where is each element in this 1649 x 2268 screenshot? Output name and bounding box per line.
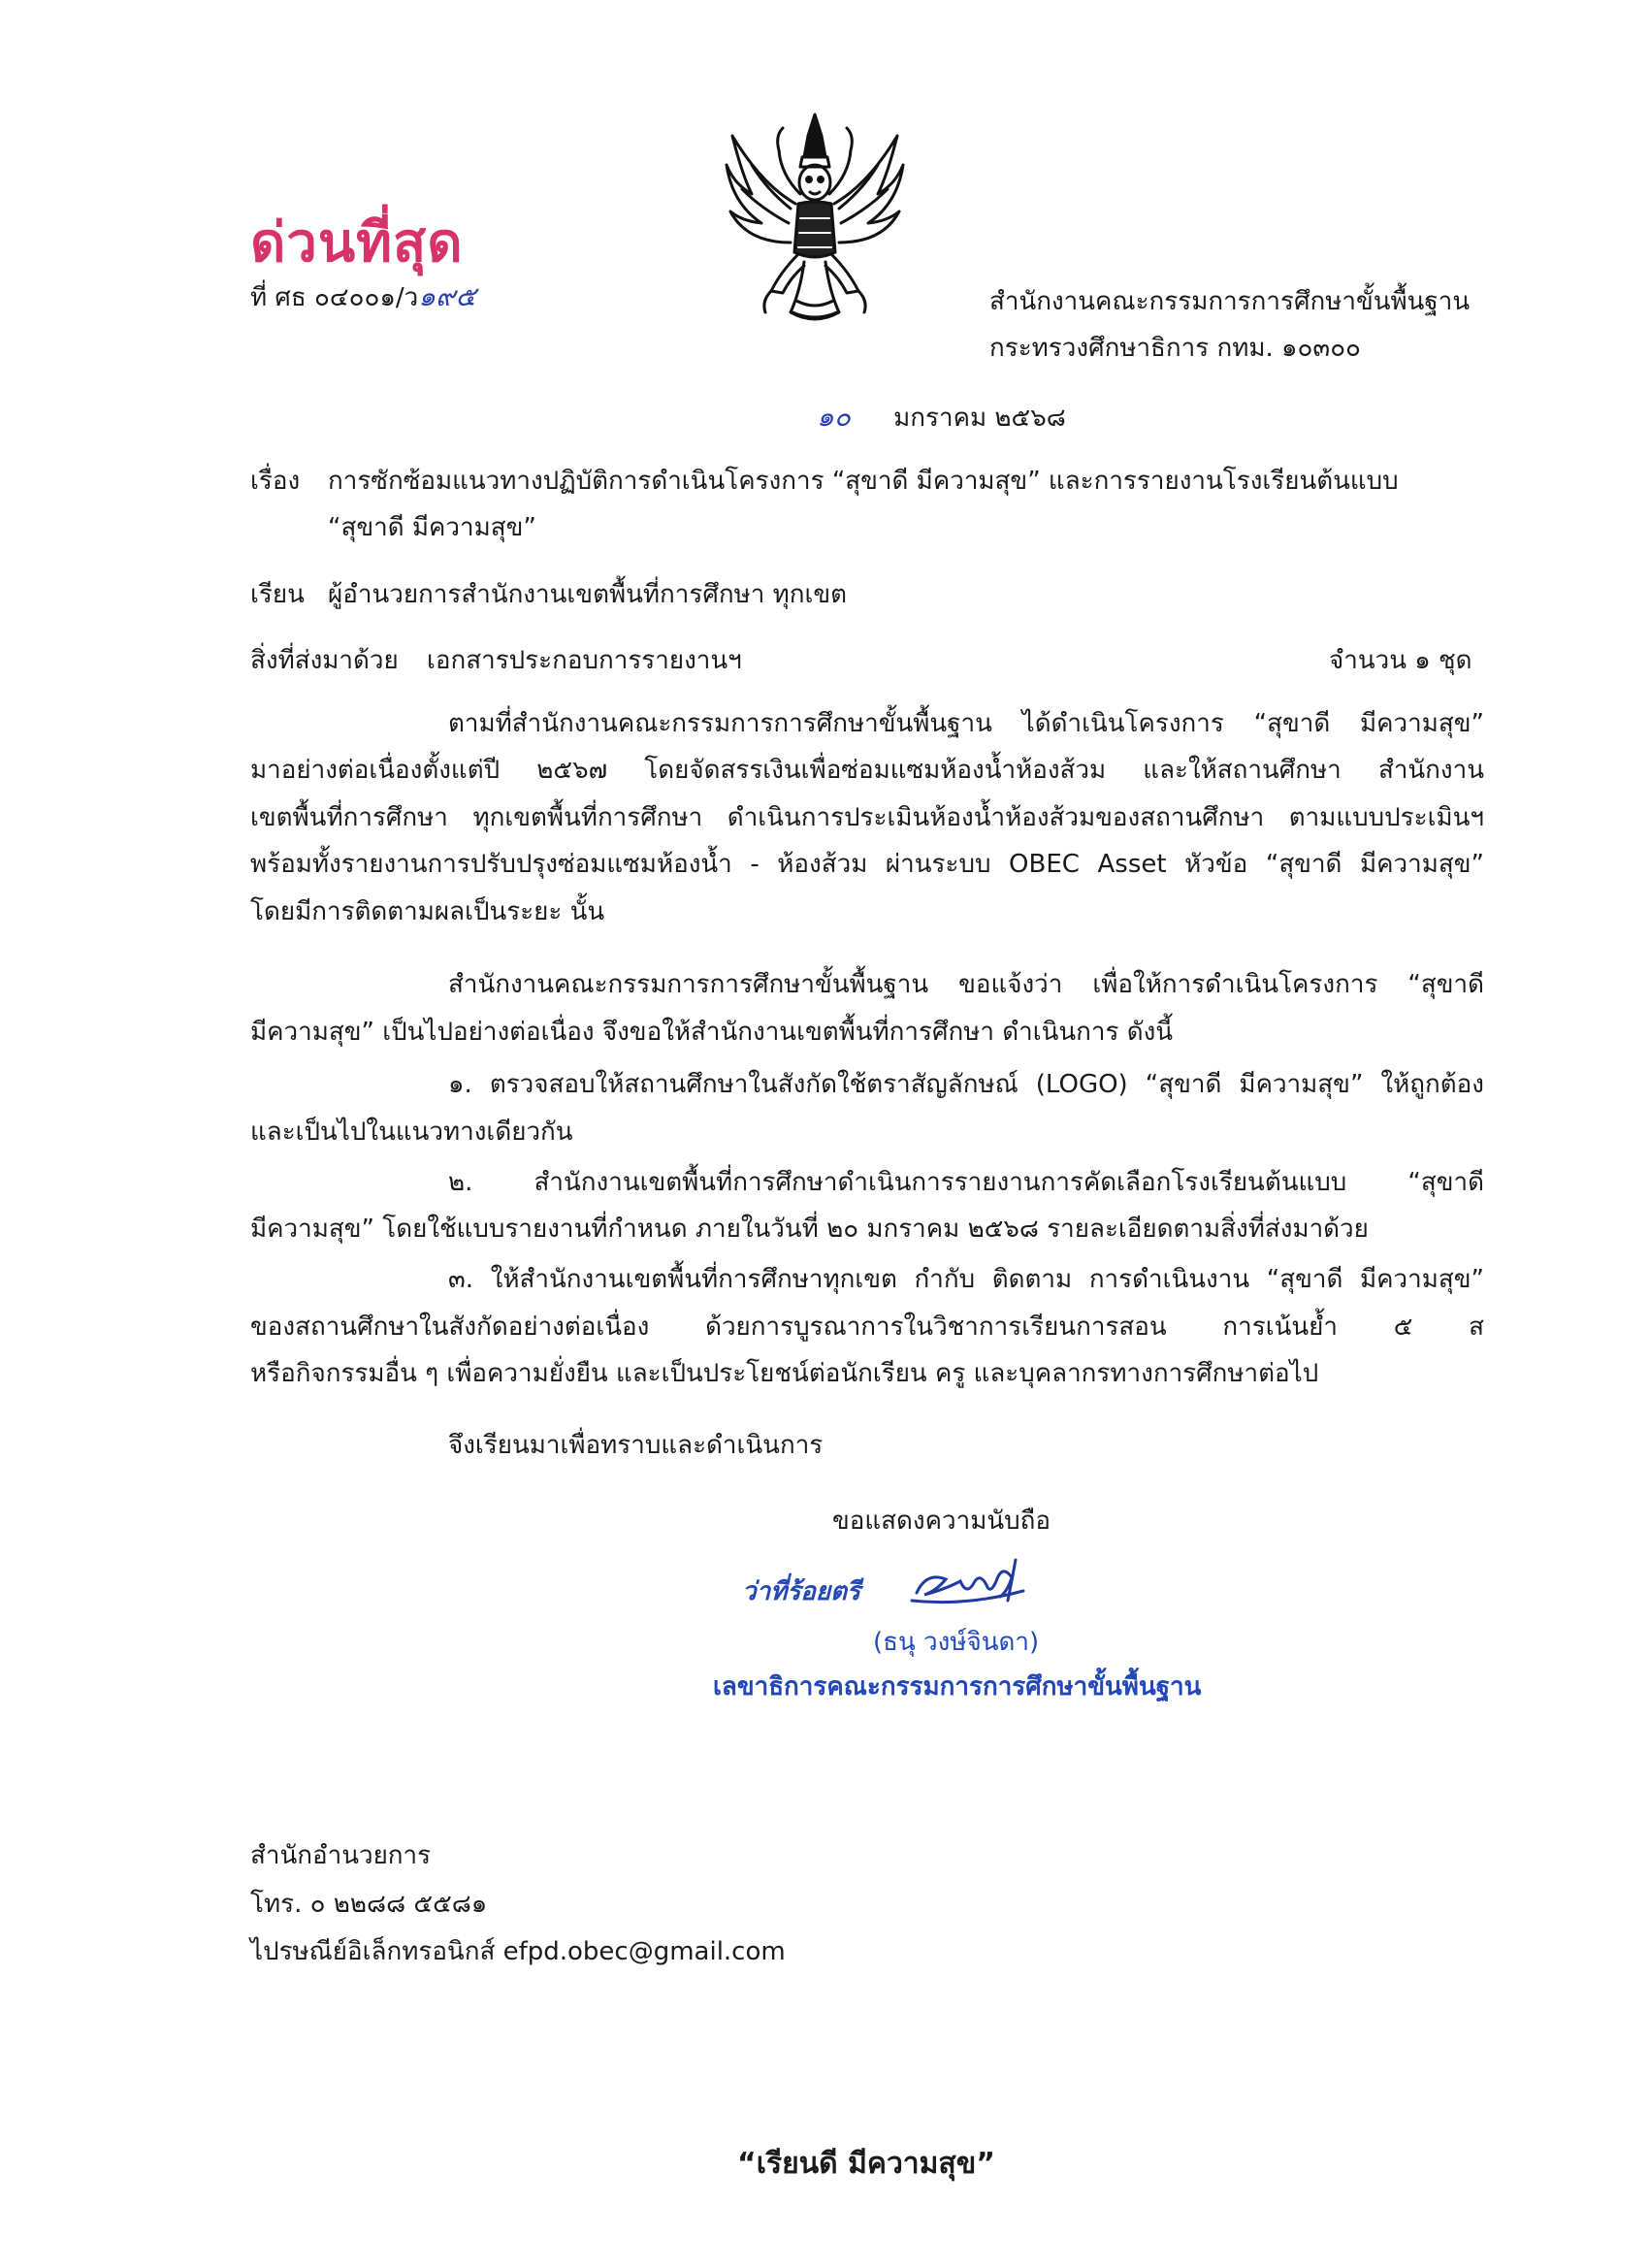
list-item-1-line: ๑. ตรวจสอบให้สถานศึกษาในสังกัดใช้ตราสัญลักษณ์ (LOGO) “สุขาดี มีความสุข” ให้ถูกต้อง bbox=[448, 1070, 1484, 1099]
handwritten-signature bbox=[907, 1552, 1052, 1610]
urgency-label: ด่วนที่สุด bbox=[250, 211, 464, 275]
closing-sentence: จึงเรียนมาเพื่อทราบและดำเนินการ bbox=[448, 1431, 824, 1460]
organization-line-1: สำนักงานคณะกรรมการการศึกษาขั้นพื้นฐาน bbox=[989, 287, 1471, 316]
enclosure-label: สิ่งที่ส่งมาด้วย bbox=[250, 646, 399, 675]
signer-name: (ธนุ วงษ์จินดา) bbox=[873, 1628, 1040, 1657]
regards-text: ขอแสดงความนับถือ bbox=[832, 1507, 1051, 1536]
organization-line-2: กระทรวงศึกษาธิการ กทม. ๑๐๓๐๐ bbox=[989, 334, 1361, 363]
paragraph-1-line: โดยมีการติดตามผลเป็นระยะ นั้น bbox=[250, 897, 605, 926]
reference-number bbox=[250, 280, 476, 312]
subject-line-1: การซักซ้อมแนวทางปฏิบัติการดำเนินโครงการ “สุขาดี มีความสุข” และการรายงานโรงเรียนต้นแบบ bbox=[328, 467, 1399, 496]
footer-phone: โทร. ๐ ๒๒๘๘ ๕๕๘๑ bbox=[250, 1890, 488, 1919]
signer-position: เลขาธิการคณะกรรมการการศึกษาขั้นพื้นฐาน bbox=[713, 1672, 1202, 1701]
date-day-handwritten: ๑๐ bbox=[817, 401, 851, 433]
paragraph-1-line: เขตพื้นที่การศึกษา ทุกเขตพื้นที่การศึกษา ดำเนินการประเมินห้องน้ำห้องส้วมของสถานศึกษา ตามแบบประเมินฯ bbox=[250, 803, 1484, 832]
paragraph-2-line: สำนักงานคณะกรรมการการศึกษาขั้นพื้นฐาน ขอแจ้งว่า เพื่อให้การดำเนินโครงการ “สุขาดี bbox=[448, 970, 1484, 999]
list-item-2-line: มีความสุข” โดยใช้แบบรายงานที่กำหนด ภายในวันที่ ๒๐ มกราคม ๒๕๖๘ รายละเอียดตามสิ่งที่ส่งมาด้วย bbox=[250, 1215, 1369, 1244]
list-item-1-line: และเป็นไปในแนวทางเดียวกัน bbox=[250, 1118, 573, 1147]
list-item-2-line: ๒. สำนักงานเขตพื้นที่การศึกษาดำเนินการรายงานการคัดเลือกโรงเรียนต้นแบบ “สุขาดี bbox=[448, 1168, 1484, 1197]
recipient-text: ผู้อำนวยการสำนักงานเขตพื้นที่การศึกษา ทุกเขต bbox=[328, 580, 847, 609]
subject-label: เรื่อง bbox=[250, 467, 301, 496]
letter-date bbox=[817, 401, 1066, 433]
enclosure-quantity: จำนวน ๑ ชุด bbox=[1329, 646, 1472, 675]
signer-rank: ว่าที่ร้อยตรี bbox=[742, 1577, 861, 1606]
paragraph-1-line: มาอย่างต่อเนื่องตั้งแต่ปี ๒๕๖๗ โดยจัดสรรเงินเพื่อซ่อมแซมห้องน้ำห้องส้วม และให้สถานศึกษา สำนักงาน bbox=[250, 756, 1484, 785]
list-item-3-line: หรือกิจกรรมอื่น ๆ เพื่อความยั่งยืน และเป็นประโยชน์ต่อนักเรียน ครู และบุคลากรทางการศึกษาต่อไป bbox=[250, 1359, 1319, 1388]
footer-email: ไปรษณีย์อิเล็กทรอนิกส์ efpd.obec@gmail.com bbox=[250, 1937, 786, 1966]
date-month-year: มกราคม ๒๕๖๘ bbox=[893, 404, 1066, 433]
enclosure-text: เอกสารประกอบการรายงานฯ bbox=[427, 646, 742, 675]
paragraph-2-line: มีความสุข” เป็นไปอย่างต่อเนื่อง จึงขอให้สำนักงานเขตพื้นที่การศึกษา ดำเนินการ ดังนี้ bbox=[250, 1018, 1174, 1047]
footer-slogan: “เรียนดี มีความสุข” bbox=[737, 2147, 995, 2181]
subject-line-2: “สุขาดี มีความสุข” bbox=[328, 513, 536, 542]
garuda-emblem-icon bbox=[723, 107, 907, 330]
footer-office: สำนักอำนวยการ bbox=[250, 1841, 432, 1870]
recipient-label: เรียน bbox=[250, 580, 305, 609]
list-item-3-line: ๓. ให้สำนักงานเขตพื้นที่การศึกษาทุกเขต กำกับ ติดตาม การดำเนินงาน “สุขาดี มีความสุข” bbox=[448, 1265, 1484, 1294]
reference-number-handwritten: ๑๙๕ bbox=[418, 280, 476, 312]
paragraph-1-line: พร้อมทั้งรายงานการปรับปรุงซ่อมแซมห้องน้ำ - ห้องส้วม ผ่านระบบ OBEC Asset หัวข้อ “สุขาดี มีความสุข” bbox=[250, 850, 1484, 879]
reference-prefix: ที่ ศธ ๐๔๐๐๑/ว bbox=[250, 283, 419, 312]
list-item-3-line: ของสถานศึกษาในสังกัดอย่างต่อเนื่อง ด้วยการบูรณาการในวิชาการเรียนการสอน การเน้นย้ำ ๕ ส bbox=[250, 1312, 1484, 1342]
paragraph-1-line: ตามที่สำนักงานคณะกรรมการการศึกษาขั้นพื้นฐาน ได้ดำเนินโครงการ “สุขาดี มีความสุข” bbox=[448, 709, 1484, 738]
